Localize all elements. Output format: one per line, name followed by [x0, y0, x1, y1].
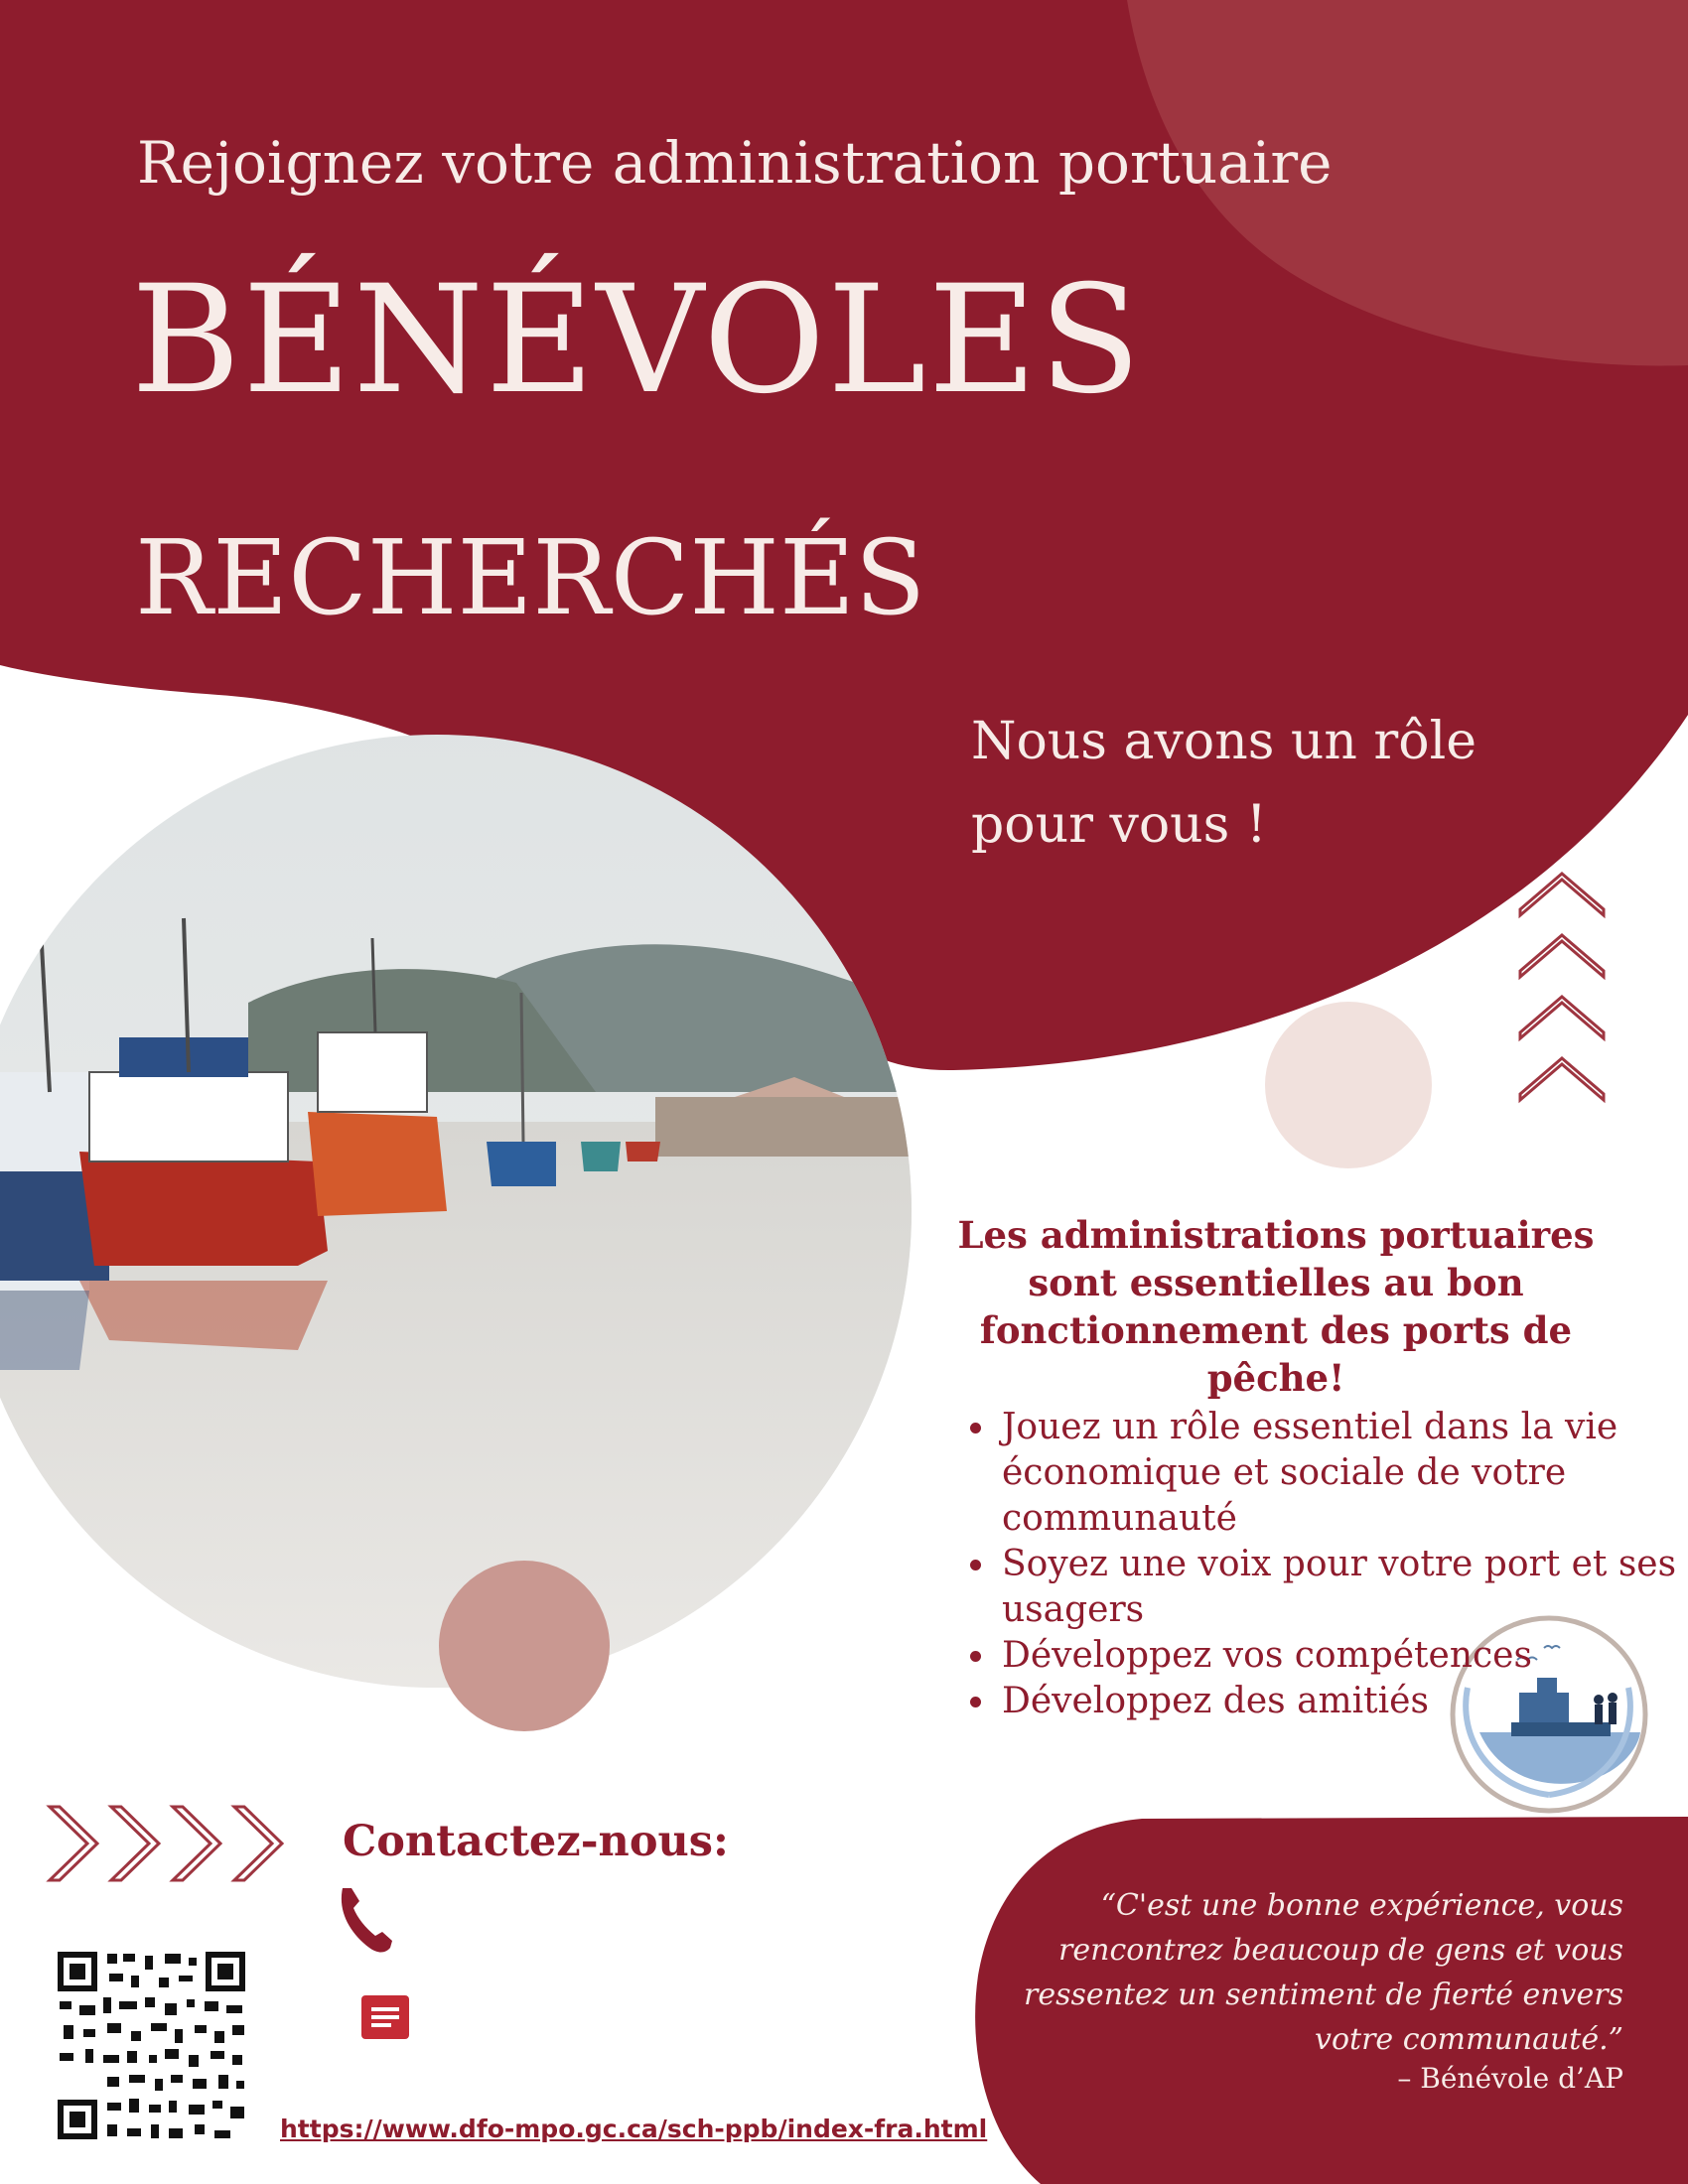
list-item: • Jouez un rôle essentiel dans la vie économique et sociale de votre communauté [998, 1405, 1683, 1542]
lead-statement: Les administrations portuaires sont essentielles au bon fonctionnement des ports de pêche! [957, 1213, 1595, 1400]
chevron-up-icon [1520, 874, 1604, 1100]
testimonial-quote: “C'est une bonne expérience, vous rencontrez beaucoup de gens et vous ressentez un sentiment de fierté envers votre communauté.” [1024, 1888, 1623, 2057]
headline-benevoles: BÉNÉVOLES [131, 254, 1144, 427]
phone-icon [342, 1888, 392, 1953]
benefits-list [958, 1405, 1683, 1724]
subtitle: Rejoignez votre administration portuaire [137, 129, 1333, 197]
chevron-right-icon [50, 1807, 282, 1880]
rose-decor-circle [439, 1561, 610, 1731]
contact-heading: Contactez-nous: [343, 1817, 729, 1866]
list-item: • Soyez une voix pour votre port et ses usagers [998, 1542, 1683, 1633]
pale-decor-circle [1265, 1002, 1432, 1168]
qr-code-icon [55, 1949, 248, 2142]
tagline: Nous avons un rôle pour vous ! [971, 712, 1477, 855]
testimonial-author: – Bénévole d’AP [1397, 2062, 1623, 2095]
website-link[interactable]: https://www.dfo-mpo.gc.ca/sch-ppb/index-fra.html [280, 2115, 988, 2143]
list-item: • Développez des amitiés [998, 1679, 1683, 1724]
chat-icon [361, 1995, 409, 2039]
list-item: • Développez vos compétences [998, 1633, 1683, 1679]
headline-recherches: RECHERCHÉS [135, 517, 926, 638]
